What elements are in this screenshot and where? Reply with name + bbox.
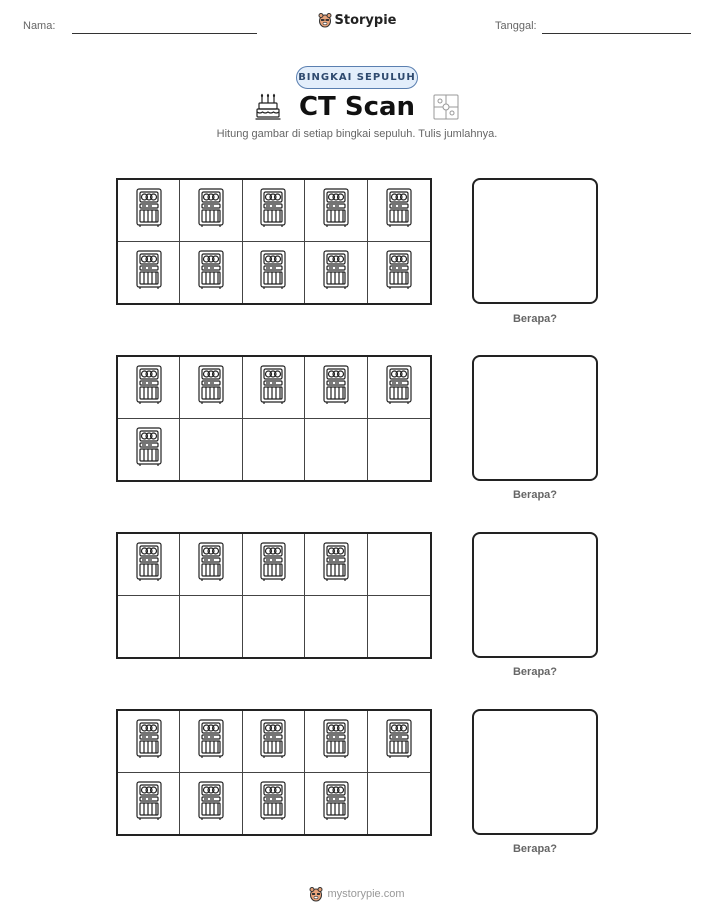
answer-prompt-2: Berapa? xyxy=(512,489,558,501)
frame-cell xyxy=(243,242,305,304)
frame-cell xyxy=(243,711,305,773)
frame-cell xyxy=(305,534,367,596)
logo xyxy=(0,12,714,32)
frame-cell xyxy=(180,419,242,481)
ct-scanner-icon xyxy=(323,719,349,763)
instructions: Hitung gambar di setiap bingkai sepuluh. Tulis jumlahnya. xyxy=(216,128,498,140)
ct-scanner-icon xyxy=(198,542,224,586)
title-row xyxy=(0,92,714,122)
frame-cell xyxy=(118,711,180,773)
ct-scanner-icon xyxy=(198,781,224,825)
ct-scanner-icon xyxy=(386,365,412,409)
date-label: Tanggal: xyxy=(495,20,537,32)
ct-scanner-icon xyxy=(198,188,224,232)
frame-cell xyxy=(118,596,180,658)
ct-scanner-icon xyxy=(386,250,412,294)
frame-cell xyxy=(368,711,430,773)
ct-scanner-icon xyxy=(136,250,162,294)
frame-cell xyxy=(368,180,430,242)
ct-scanner-icon xyxy=(136,365,162,409)
frame-cell xyxy=(305,180,367,242)
birthday-cake-icon xyxy=(255,93,281,121)
brand-name: Storypie xyxy=(334,12,397,28)
frame-cell xyxy=(368,596,430,658)
frame-cell xyxy=(305,357,367,419)
ct-scanner-icon xyxy=(260,250,286,294)
ct-scanner-icon xyxy=(323,188,349,232)
frame-cell xyxy=(305,596,367,658)
frame-cell xyxy=(118,357,180,419)
frame-cell xyxy=(368,534,430,596)
answer-prompt-4: Berapa? xyxy=(512,843,558,855)
ct-scanner-icon xyxy=(323,781,349,825)
frame-cell xyxy=(118,773,180,835)
ct-scanner-icon xyxy=(136,719,162,763)
answer-prompt-3: Berapa? xyxy=(512,666,558,678)
answer-box-3[interactable] xyxy=(472,532,598,658)
ct-scanner-icon xyxy=(198,250,224,294)
ct-scanner-icon xyxy=(386,719,412,763)
frame-cell xyxy=(243,357,305,419)
frame-cell xyxy=(368,773,430,835)
page-title: CT Scan xyxy=(298,92,416,122)
ten-frame-1 xyxy=(116,178,432,305)
ct-scanner-icon xyxy=(386,188,412,232)
frame-cell xyxy=(180,596,242,658)
ten-frame-3 xyxy=(116,532,432,659)
storypie-mascot-icon xyxy=(318,12,332,28)
frame-cell xyxy=(118,180,180,242)
frame-cell xyxy=(180,711,242,773)
ct-scanner-icon xyxy=(198,365,224,409)
ct-scanner-icon xyxy=(260,365,286,409)
ct-scanner-icon xyxy=(323,542,349,586)
footer-url: mystorypie.com xyxy=(327,888,405,900)
answer-box-2[interactable] xyxy=(472,355,598,481)
frame-cell xyxy=(368,357,430,419)
ct-scanner-icon xyxy=(260,781,286,825)
frame-cell xyxy=(180,534,242,596)
puzzle-piece-icon xyxy=(433,94,459,120)
name-line xyxy=(72,33,257,34)
frame-cell xyxy=(305,419,367,481)
date-line xyxy=(542,33,691,34)
ct-scanner-icon xyxy=(136,427,162,471)
answer-prompt-1: Berapa? xyxy=(512,313,558,325)
frame-cell xyxy=(243,419,305,481)
frame-cell xyxy=(305,711,367,773)
frame-cell xyxy=(243,534,305,596)
ct-scanner-icon xyxy=(323,250,349,294)
answer-box-4[interactable] xyxy=(472,709,598,835)
ct-scanner-icon xyxy=(136,188,162,232)
frame-cell xyxy=(243,180,305,242)
ct-scanner-icon xyxy=(136,781,162,825)
category-badge: BINGKAI SEPULUH xyxy=(296,66,418,89)
frame-cell xyxy=(118,534,180,596)
frame-cell xyxy=(243,596,305,658)
frame-cell xyxy=(180,180,242,242)
frame-cell xyxy=(180,357,242,419)
name-label: Nama: xyxy=(23,20,56,32)
ten-frame-4 xyxy=(116,709,432,836)
frame-cell xyxy=(180,242,242,304)
frame-cell xyxy=(368,242,430,304)
frame-cell xyxy=(305,773,367,835)
ct-scanner-icon xyxy=(136,542,162,586)
frame-cell xyxy=(118,419,180,481)
ct-scanner-icon xyxy=(260,542,286,586)
frame-cell xyxy=(118,242,180,304)
ct-scanner-icon xyxy=(260,719,286,763)
storypie-mascot-icon xyxy=(309,886,323,902)
frame-cell xyxy=(305,242,367,304)
ct-scanner-icon xyxy=(323,365,349,409)
ct-scanner-icon xyxy=(198,719,224,763)
frame-cell xyxy=(243,773,305,835)
footer xyxy=(0,886,714,902)
frame-cell xyxy=(368,419,430,481)
ten-frame-2 xyxy=(116,355,432,482)
answer-box-1[interactable] xyxy=(472,178,598,304)
ct-scanner-icon xyxy=(260,188,286,232)
frame-cell xyxy=(180,773,242,835)
